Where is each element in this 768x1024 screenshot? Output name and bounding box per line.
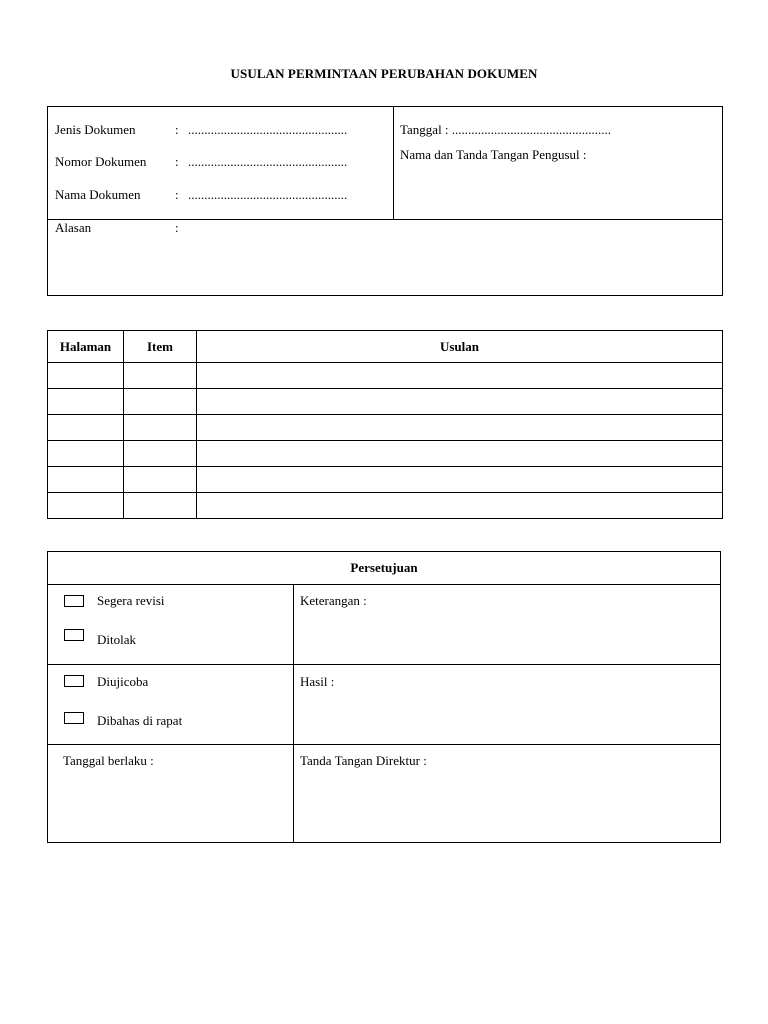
- approval-column-divider: [293, 584, 294, 843]
- item-cell[interactable]: [124, 363, 197, 389]
- usulan-cell[interactable]: [197, 363, 723, 389]
- diujicoba-label: Diujicoba: [97, 674, 149, 689]
- approval-heading: Persetujuan: [350, 560, 418, 575]
- usulan-cell[interactable]: [197, 389, 723, 415]
- document-info-box: [47, 106, 723, 296]
- nomor-dokumen-label: Nomor Dokumen: [55, 154, 147, 169]
- jenis-dokumen-field[interactable]: .................................................: [188, 122, 348, 137]
- alasan-divider: [47, 219, 723, 220]
- item-cell[interactable]: [124, 467, 197, 493]
- header-item: Item: [124, 331, 197, 363]
- table-row: [48, 389, 723, 415]
- halaman-cell[interactable]: [48, 493, 124, 519]
- header-halaman: Halaman: [48, 331, 124, 363]
- table-row: [48, 415, 723, 441]
- table-row: [48, 441, 723, 467]
- usulan-cell[interactable]: [197, 441, 723, 467]
- alasan-colon: :: [175, 220, 179, 235]
- dibahas-di-rapat-label: Dibahas di rapat: [97, 713, 183, 728]
- item-cell[interactable]: [124, 415, 197, 441]
- pengusul-signature-field[interactable]: Nama dan Tanda Tangan Pengusul :: [400, 147, 587, 162]
- diujicoba-checkbox[interactable]: [64, 675, 84, 687]
- item-cell[interactable]: [124, 389, 197, 415]
- usulan-cell[interactable]: [197, 467, 723, 493]
- item-cell[interactable]: [124, 441, 197, 467]
- approval-header-divider: [47, 584, 721, 585]
- tanda-tangan-direktur-field[interactable]: Tanda Tangan Direktur :: [300, 753, 427, 768]
- halaman-cell[interactable]: [48, 415, 124, 441]
- page-title: USULAN PERMINTAAN PERUBAHAN DOKUMEN: [230, 66, 538, 81]
- header-usulan: Usulan: [197, 331, 723, 363]
- hasil-field[interactable]: Hasil :: [300, 674, 335, 689]
- halaman-cell[interactable]: [48, 389, 124, 415]
- usulan-cell[interactable]: [197, 493, 723, 519]
- tanggal-berlaku-field[interactable]: Tanggal berlaku :: [63, 753, 154, 768]
- nomor-dokumen-colon: :: [175, 154, 179, 169]
- usulan-table-header: [48, 331, 723, 363]
- dibahas-di-rapat-checkbox[interactable]: [64, 712, 84, 724]
- nama-dokumen-field[interactable]: .................................................: [188, 187, 348, 202]
- segera-revisi-checkbox[interactable]: [64, 595, 84, 607]
- usulan-table: [47, 330, 723, 519]
- table-row: [48, 467, 723, 493]
- keterangan-field[interactable]: Keterangan :: [300, 593, 367, 608]
- ditolak-label: Ditolak: [97, 632, 136, 647]
- tanggal-field[interactable]: Tanggal : .................................................: [400, 122, 612, 137]
- ditolak-checkbox[interactable]: [64, 629, 84, 641]
- nama-dokumen-label: Nama Dokumen: [55, 187, 141, 202]
- halaman-cell[interactable]: [48, 467, 124, 493]
- jenis-dokumen-label: Jenis Dokumen: [55, 122, 136, 137]
- alasan-label: Alasan: [55, 220, 92, 235]
- table-row: [48, 493, 723, 519]
- approval-row-divider-2: [47, 744, 721, 745]
- halaman-cell[interactable]: [48, 363, 124, 389]
- jenis-dokumen-colon: :: [175, 122, 179, 137]
- document-info-divider: [393, 106, 394, 219]
- nomor-dokumen-field[interactable]: .................................................: [188, 154, 348, 169]
- usulan-cell[interactable]: [197, 415, 723, 441]
- item-cell[interactable]: [124, 493, 197, 519]
- nama-dokumen-colon: :: [175, 187, 179, 202]
- table-row: [48, 363, 723, 389]
- approval-row-divider-1: [47, 664, 721, 665]
- segera-revisi-label: Segera revisi: [97, 593, 165, 608]
- halaman-cell[interactable]: [48, 441, 124, 467]
